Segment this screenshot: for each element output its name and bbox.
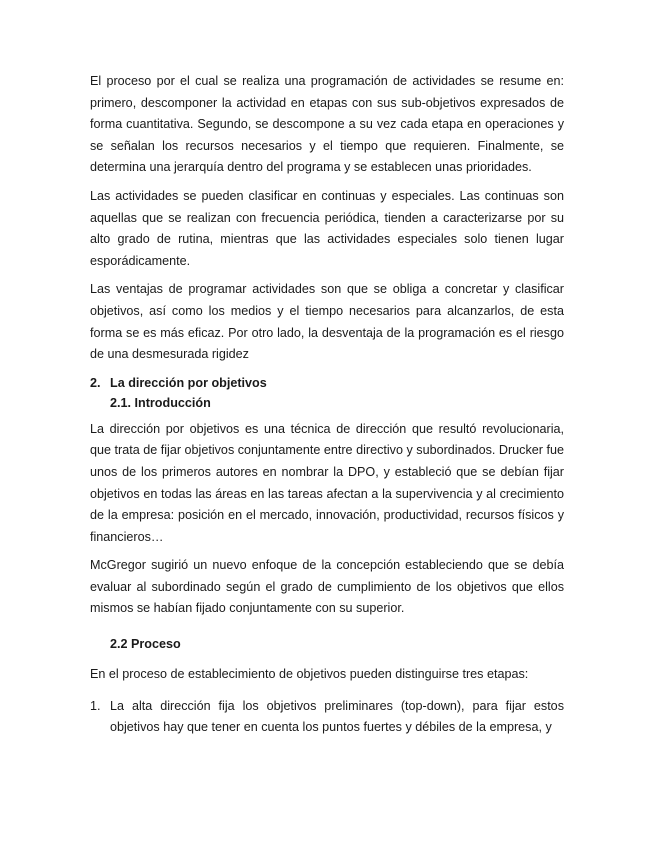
section-heading-2 [90, 373, 564, 393]
subsection-heading-2-2: 2.2 Proceso [110, 637, 181, 652]
paragraph-mcgregor: McGregor sugirió un nuevo enfoque de la concepción estableciendo que se debía evaluar al subordinado según el grado de cumplimiento de los objetivos que ellos mismos se habían fijado conjuntamente con su superior. [90, 558, 564, 616]
paragraph-programacion-proceso: El proceso por el cual se realiza una programación de actividades se resume en: primero, descomponer la actividad en etapas con sus sub-objetivos expresados de forma cuantitativa. Segundo, se descompone a su vez cada etapa en operaciones y se señalan los recursos necesarios y el tiempo que requieren. Finalmente, se determina una jerarquía dentro del programa y se establecen unas prioridades. [90, 74, 564, 175]
paragraph-dpo-introduccion: La dirección por objetivos es una técnica de dirección que resultó revolucionaria, que trata de fijar objetivos conjuntamente entre directivo y subordinados. Drucker fue unos de los primeros autores en nombrar la DPO, y estableció que se debían fijar objetivos en todas las áreas en las tareas afectan a la supervivencia y al crecimiento de la empresa: posición en el mercado, innovación, productividad, recursos físicos y financieros… [90, 421, 564, 544]
section-number: 2. [90, 375, 101, 390]
list-item [90, 696, 564, 739]
paragraph-proceso-intro: En el proceso de establecimiento de objetivos pueden distinguirse tres etapas: [90, 667, 529, 682]
subsection-heading-2-1 [90, 393, 564, 413]
list-item-number: 1. [90, 698, 101, 713]
paragraph-clasificacion-actividades: Las actividades se pueden clasificar en continuas y especiales. Las continuas son aquellas que se realizan con frecuencia periódica, tienden a caracterizarse por su alto grado de rutina, mientras que las actividades especiales solo tienen lugar esporádicamente. [90, 188, 564, 268]
paragraph-ventajas-programacion: Las ventajas de programar actividades son que se obliga a concretar y clasificar objetivos, así como los medios y el tiempo necesarios para alcanzarlos, de esta forma se es más eficaz. Por otro lado, la desventaja de la programación es el riesgo de una desmesurada rigidez [90, 282, 564, 362]
subsection-title: Introducción [134, 395, 211, 410]
page-content [90, 71, 564, 739]
list-item-text: La alta dirección fija los objetivos preliminares (top-down), para fijar estos objetivos hay que tener en cuenta los puntos fuertes y débiles de la empresa, y [110, 698, 564, 735]
section-title: La dirección por objetivos [110, 375, 267, 390]
subsection-number: 2.1. [110, 395, 132, 410]
